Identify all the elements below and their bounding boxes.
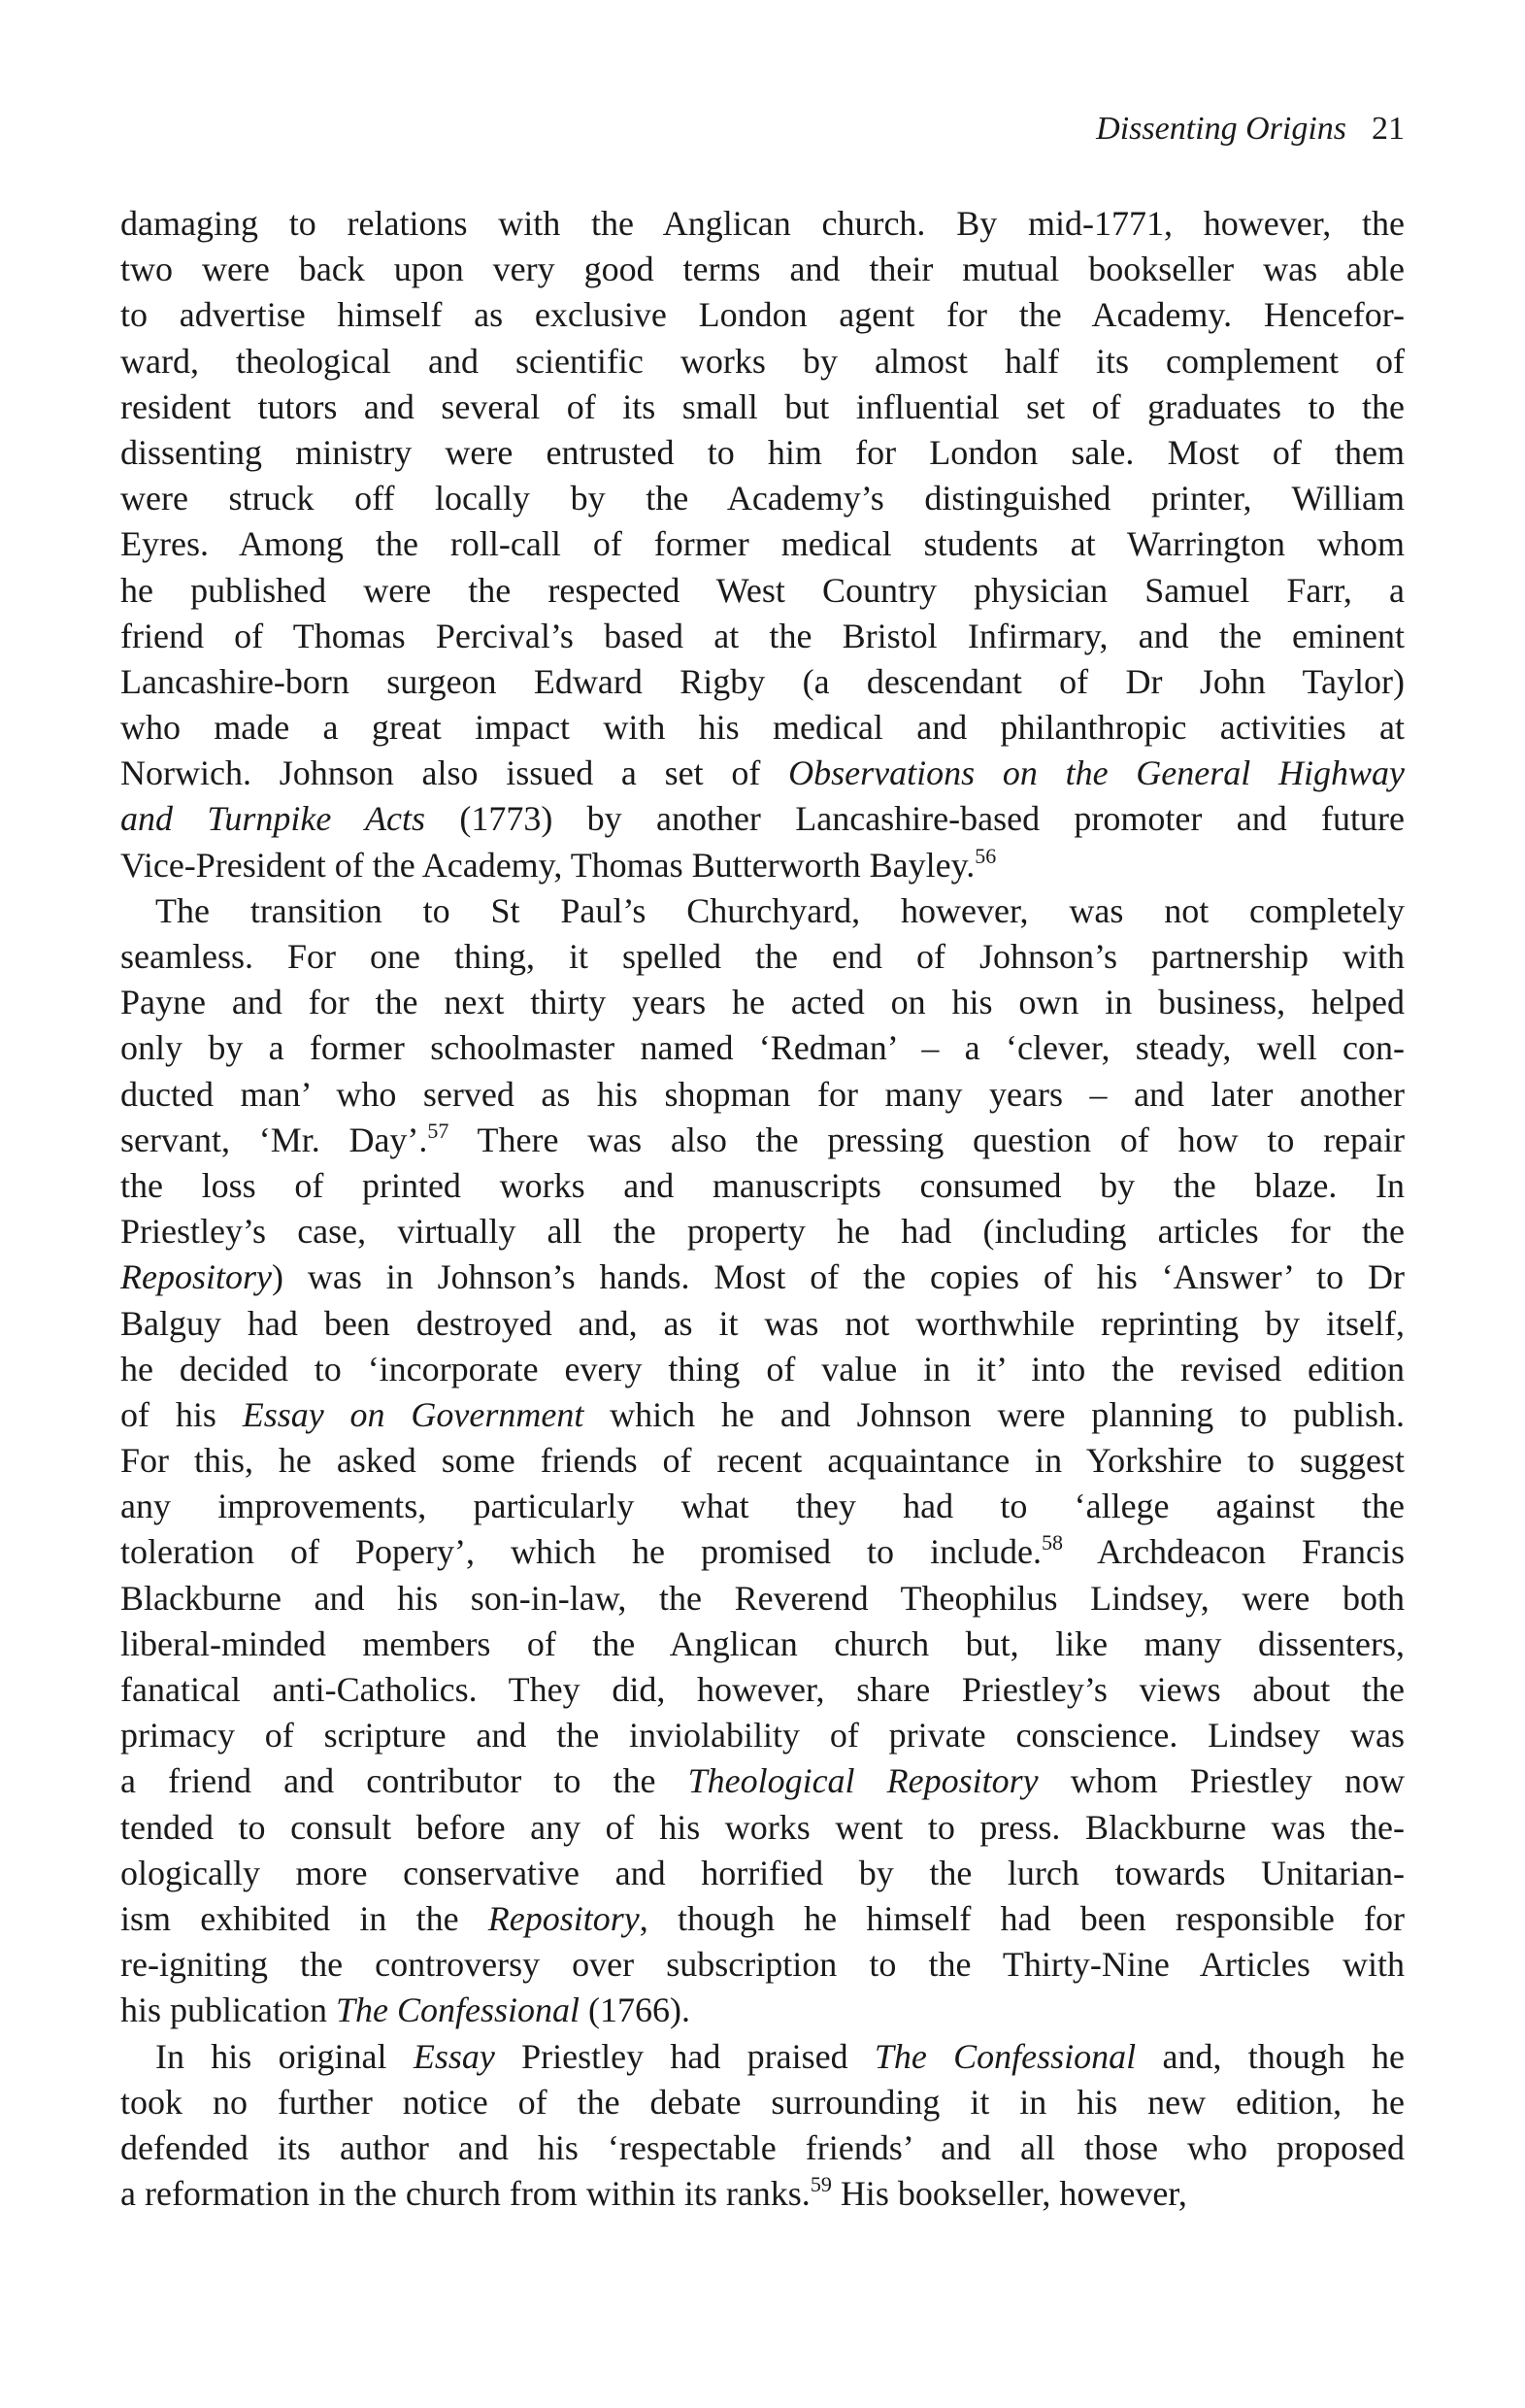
text-line [120,888,1405,934]
text-line [120,751,1405,796]
text-run: toleration of Popery’, which he promised to include. [120,1532,1043,1572]
paragraph [120,2034,1405,2218]
text-run: ) was in Johnson’s hands. Most of the copies of his ‘Answer’ to Dr [271,1257,1405,1297]
text-line [120,1988,1405,2033]
text-line [120,1942,1405,1988]
text-line [120,1254,1405,1300]
text-run: (1773) by another Lancashire-based promoter and future [425,799,1405,839]
text-run: a reformation in the church from within its ranks. [120,2174,811,2214]
text-run: dissenting ministry were entrusted to him for London sale. Most of them [120,432,1405,472]
text-line [120,2125,1405,2171]
text-run: Priestley’s case, virtually all the property he had (including articles for the [120,1212,1405,1252]
text-line [120,1667,1405,1713]
text-run: In his original [155,2036,414,2076]
text-line [120,1438,1405,1484]
text-run: were struck off locally by the Academy’s distinguished printer, William [120,479,1405,518]
text-run: to advertise himself as exclusive London agent for the Academy. Hencefor- [120,295,1405,335]
text-line [120,2034,1405,2080]
footnote-ref: 57 [427,1118,449,1143]
text-run: Payne and for the next thirty years he acted on his own in business, helped [120,983,1405,1022]
text-run: tended to consult before any of his works went to press. Blackburne was the- [120,1807,1405,1847]
text-line [120,1484,1405,1529]
italic-title: The Confessional [874,2036,1137,2076]
paragraph [120,201,1405,888]
italic-title: Essay [413,2036,495,2076]
text-line [120,1072,1405,1118]
text-run: he decided to ‘incorporate every thing of value in it’ into the revised edition [120,1349,1405,1388]
italic-title: Theological Repository [687,1761,1039,1801]
paragraph [120,888,1405,2034]
text-run: two were back upon very good terms and their mutual bookseller was able [120,250,1405,289]
text-run: of his [120,1394,243,1434]
text-run: damaging to relations with the Anglican church. By mid-1771, however, the [120,204,1405,243]
text-run: ologically more conservative and horrified by the lurch towards Unitarian- [120,1853,1405,1892]
text-run: primacy of scripture and the inviolability of private conscience. Lindsey was [120,1716,1405,1756]
text-run: (1766). [580,1990,690,2030]
text-run: re-igniting the controversy over subscription to the Thirty-Nine Articles with [120,1945,1405,1985]
text-run: he published were the respected West Country physician Samuel Farr, a [120,570,1405,610]
text-line [120,1896,1405,1942]
text-run: There was also the pressing question of how to repair [448,1120,1405,1159]
text-line [120,292,1405,338]
text-run: For this, he asked some friends of recent acquaintance in Yorkshire to suggest [120,1441,1405,1481]
text-line [120,430,1405,476]
text-line [120,796,1405,842]
text-run: ism exhibited in the [120,1898,488,1938]
text-line [120,1805,1405,1851]
text-run: fanatical anti-Catholics. They did, however, share Priestley’s views about the [120,1670,1405,1709]
text-run: , though he himself had been responsible for [639,1898,1405,1938]
text-run: defended its author and his ‘respectable friends’ and all those who proposed [120,2127,1405,2167]
text-line [120,1392,1405,1438]
text-line [120,1301,1405,1347]
text-run: liberal-minded members of the Anglican church but, like many dissenters, [120,1623,1405,1663]
italic-title: Observations on the General Highway [788,753,1405,793]
text-line [120,339,1405,385]
italic-title: and Turnpike Acts [120,799,425,839]
text-run: Lancashire-born surgeon Edward Rigby (a descendant of Dr John Taylor) [120,661,1405,701]
text-run: servant, ‘Mr. Day’. [120,1120,428,1159]
text-line [120,934,1405,980]
text-line [120,2171,1405,2217]
text-line [120,2080,1405,2125]
text-run: his publication [120,1990,336,2030]
text-line [120,1118,1405,1163]
text-run: Eyres. Among the roll-call of former medical students at Warrington whom [120,524,1405,564]
text-line [120,201,1405,247]
text-run: Norwich. Johnson also issued a set of [120,753,789,793]
text-line [120,843,1405,888]
text-line [120,1576,1405,1622]
running-title: Dissenting Origins [1096,111,1346,147]
text-line [120,1529,1405,1575]
text-run: seamless. For one thing, it spelled the end of Johnson’s partnership with [120,937,1405,976]
text-run: only by a former schoolmaster named ‘Redman’ – a ‘clever, steady, well con- [120,1028,1405,1068]
text-run: any improvements, particularly what they had to ‘allege against the [120,1487,1405,1526]
text-line [120,659,1405,705]
page-number: 21 [1372,111,1405,147]
italic-title: Repository [120,1257,272,1297]
text-run: ward, theological and scientific works by almost half its complement of [120,341,1405,381]
footnote-ref: 59 [810,2172,832,2197]
text-line [120,1209,1405,1254]
footnote-ref: 56 [975,843,997,868]
text-line [120,1713,1405,1758]
text-line [120,1758,1405,1804]
text-line [120,476,1405,521]
text-line [120,1163,1405,1209]
text-run: Balguy had been destroyed and, as it was not worthwhile reprinting by itself, [120,1303,1405,1343]
text-run: which he and Johnson were planning to publish. [583,1394,1405,1434]
text-run: the loss of printed works and manuscripts consumed by the blaze. In [120,1165,1405,1205]
text-run: Blackburne and his son-in-law, the Reverend Theophilus Lindsey, were both [120,1578,1405,1618]
text-line [120,980,1405,1025]
italic-title: Repository [487,1898,640,1938]
text-line [120,1025,1405,1071]
text-line [120,705,1405,751]
text-run: friend of Thomas Percival’s based at the Bristol Infirmary, and the eminent [120,616,1405,655]
text-run: His bookseller, however, [831,2174,1187,2214]
body-text [120,201,1405,2217]
text-run: The transition to St Paul’s Churchyard, however, was not completely [155,890,1405,930]
italic-title: The Confessional [335,1990,580,2030]
text-line [120,247,1405,292]
text-run: Archdeacon Francis [1063,1532,1405,1572]
text-run: who made a great impact with his medical and philanthropic activities at [120,708,1405,748]
text-run: Priestley had praised [494,2036,875,2076]
text-line [120,385,1405,430]
text-line [120,1851,1405,1896]
text-run: and, though he [1136,2036,1405,2076]
text-line [120,521,1405,567]
text-line [120,1622,1405,1667]
text-run: resident tutors and several of its small but influential set of graduates to the [120,386,1405,426]
text-run: whom Priestley now [1038,1761,1405,1801]
text-line [120,1347,1405,1392]
text-run: took no further notice of the debate surrounding it in his new edition, he [120,2082,1405,2122]
page-header [1096,105,1405,153]
text-line [120,614,1405,659]
text-run: Vice-President of the Academy, Thomas Butterworth Bayley. [120,845,976,885]
text-line [120,568,1405,614]
footnote-ref: 58 [1042,1530,1064,1555]
italic-title: Essay on Government [242,1394,584,1434]
text-run: a friend and contributor to the [120,1761,688,1801]
text-run: ducted man’ who served as his shopman for many years – and later another [120,1074,1405,1114]
